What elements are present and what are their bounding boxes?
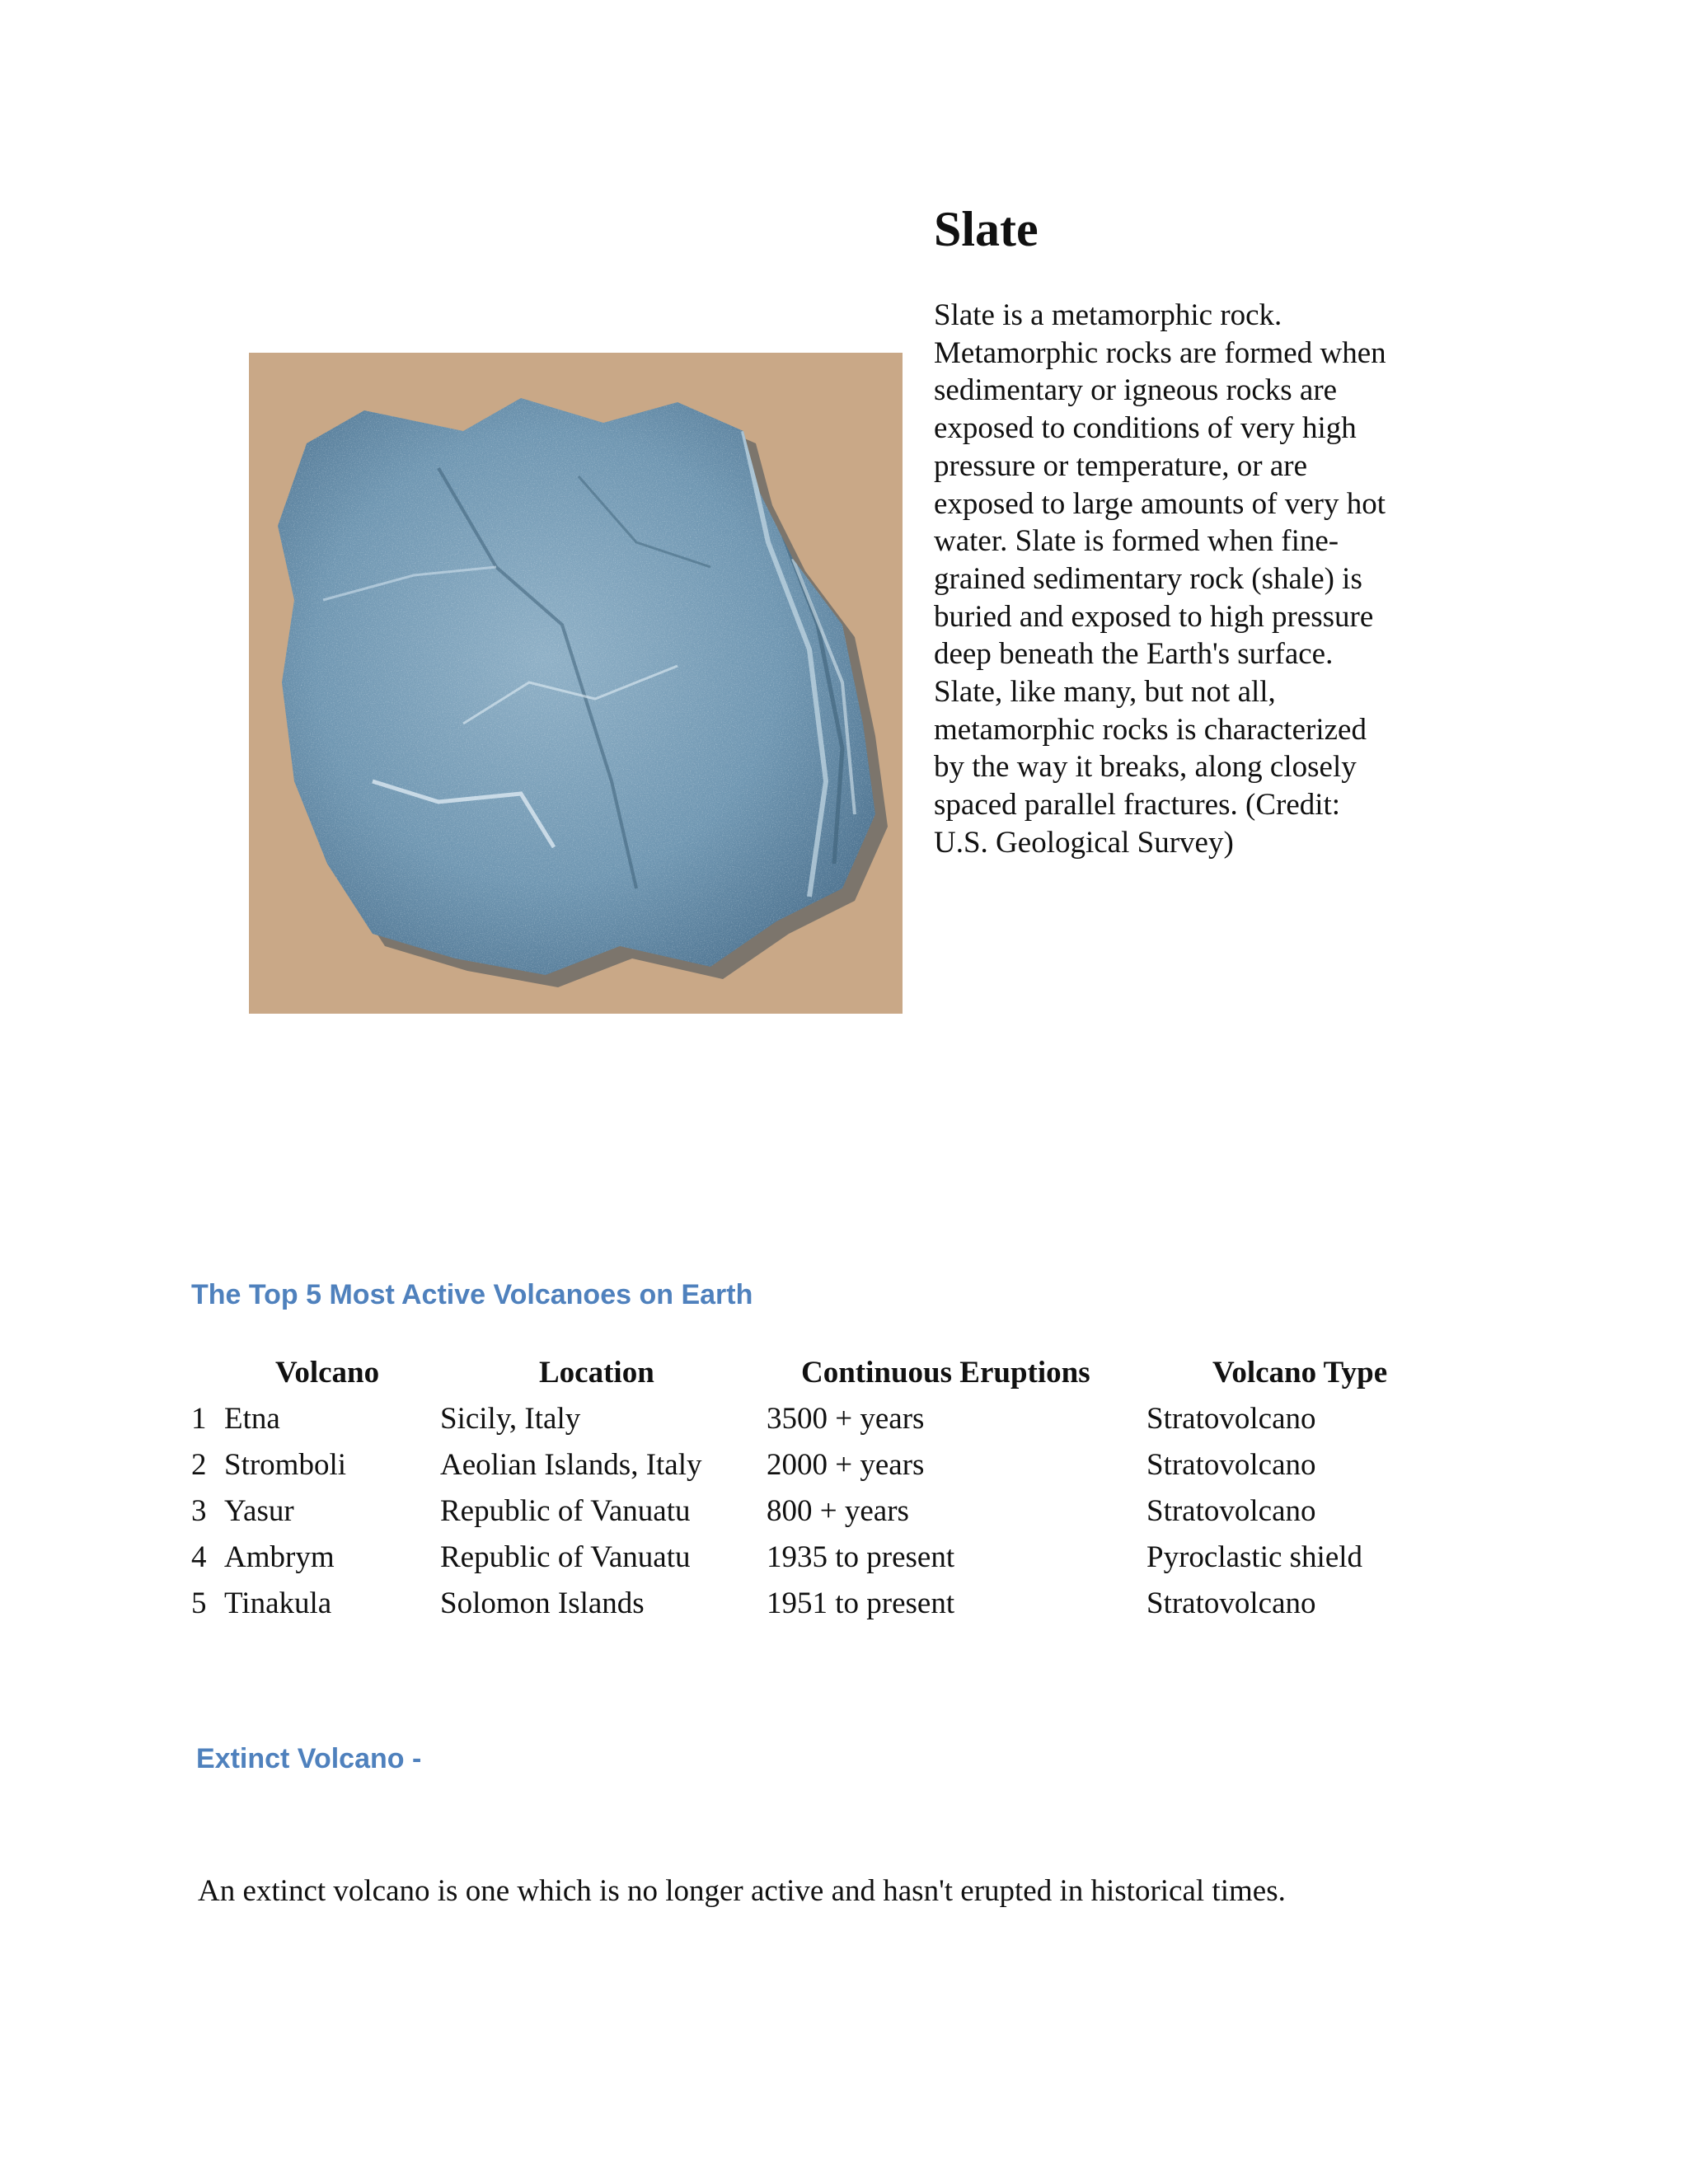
volcano-name: Yasur xyxy=(224,1494,294,1528)
rank-number: 3 xyxy=(191,1494,207,1528)
location-cell: Republic of Vanuatu xyxy=(440,1540,691,1574)
volcano-name: Ambrym xyxy=(224,1540,335,1574)
eruptions-cell: 2000 + years xyxy=(767,1448,925,1482)
volcano-cell xyxy=(191,1541,440,1587)
type-cell: Stratovolcano xyxy=(1146,1586,1316,1620)
volcano-name: Etna xyxy=(224,1402,280,1436)
table-header-row xyxy=(191,1357,1444,1403)
slate-description-line: water. Slate is formed when fine- xyxy=(934,524,1339,559)
rank-number: 4 xyxy=(191,1540,207,1574)
slate-description-line: deep beneath the Earth's surface. xyxy=(934,637,1334,672)
rank-number: 2 xyxy=(191,1448,207,1482)
table-row xyxy=(191,1403,1444,1449)
slate-description-line: spaced parallel fractures. (Credit: xyxy=(934,788,1341,823)
table-row xyxy=(191,1541,1444,1587)
slate-description xyxy=(934,297,1428,862)
slate-description-line: Slate is a metamorphic rock. xyxy=(934,298,1282,332)
rank-number: 1 xyxy=(191,1402,207,1436)
eruptions-cell: 1951 to present xyxy=(767,1586,955,1620)
volcano-table xyxy=(191,1357,1444,1633)
eruptions-cell: 3500 + years xyxy=(767,1402,925,1436)
slate-title: Slate xyxy=(934,202,1039,256)
volcano-cell xyxy=(191,1495,440,1541)
slate-description-line: Metamorphic rocks are formed when xyxy=(934,335,1386,370)
slate-description-line: U.S. Geological Survey) xyxy=(934,825,1234,860)
slate-description-line: buried and exposed to high pressure xyxy=(934,599,1374,634)
slate-description-line: exposed to conditions of very high xyxy=(934,411,1357,446)
column-header-location: Location xyxy=(539,1356,654,1390)
volcano-cell xyxy=(191,1449,440,1495)
location-cell: Solomon Islands xyxy=(440,1586,645,1620)
column-header-type: Volcano Type xyxy=(1212,1356,1388,1390)
type-cell: Stratovolcano xyxy=(1146,1402,1316,1436)
volcano-name: Stromboli xyxy=(224,1448,347,1482)
location-cell: Sicily, Italy xyxy=(440,1402,581,1436)
slate-description-line: pressure or temperature, or are xyxy=(934,448,1308,483)
slate-rock-image xyxy=(249,353,903,1014)
type-cell: Stratovolcano xyxy=(1146,1448,1316,1482)
slate-description-line: exposed to large amounts of very hot xyxy=(934,486,1386,521)
eruptions-cell: 1935 to present xyxy=(767,1540,955,1574)
slate-description-line: Slate, like many, but not all, xyxy=(934,675,1276,710)
column-header-eruptions: Continuous Eruptions xyxy=(801,1356,1090,1390)
slate-description-line: sedimentary or igneous rocks are xyxy=(934,373,1338,408)
slate-description-line: metamorphic rocks is characterized xyxy=(934,712,1367,747)
type-cell: Stratovolcano xyxy=(1146,1494,1316,1528)
volcano-cell xyxy=(191,1587,440,1633)
eruptions-cell: 800 + years xyxy=(767,1494,909,1528)
volcano-table-header xyxy=(191,1357,1444,1403)
table-row xyxy=(191,1449,1444,1495)
table-row xyxy=(191,1587,1444,1633)
location-cell: Aeolian Islands, Italy xyxy=(440,1448,702,1482)
slate-rock-illustration xyxy=(249,353,903,1014)
location-cell: Republic of Vanuatu xyxy=(440,1494,691,1528)
slate-description-line: by the way it breaks, along closely xyxy=(934,750,1357,785)
extinct-section-heading: Extinct Volcano - xyxy=(196,1743,422,1774)
column-header-volcano: Volcano xyxy=(275,1356,380,1390)
extinct-description: An extinct volcano is one which is no longer active and hasn't erupted in historical times. xyxy=(198,1874,1286,1908)
table-row xyxy=(191,1495,1444,1541)
rank-number: 5 xyxy=(191,1586,207,1620)
slate-description-line: grained sedimentary rock (shale) is xyxy=(934,561,1362,596)
volcano-name: Tinakula xyxy=(224,1586,332,1620)
type-cell: Pyroclastic shield xyxy=(1146,1540,1363,1574)
volcano-section-heading: The Top 5 Most Active Volcanoes on Earth xyxy=(191,1279,753,1310)
volcano-table-body xyxy=(191,1403,1444,1633)
volcano-cell xyxy=(191,1403,440,1449)
